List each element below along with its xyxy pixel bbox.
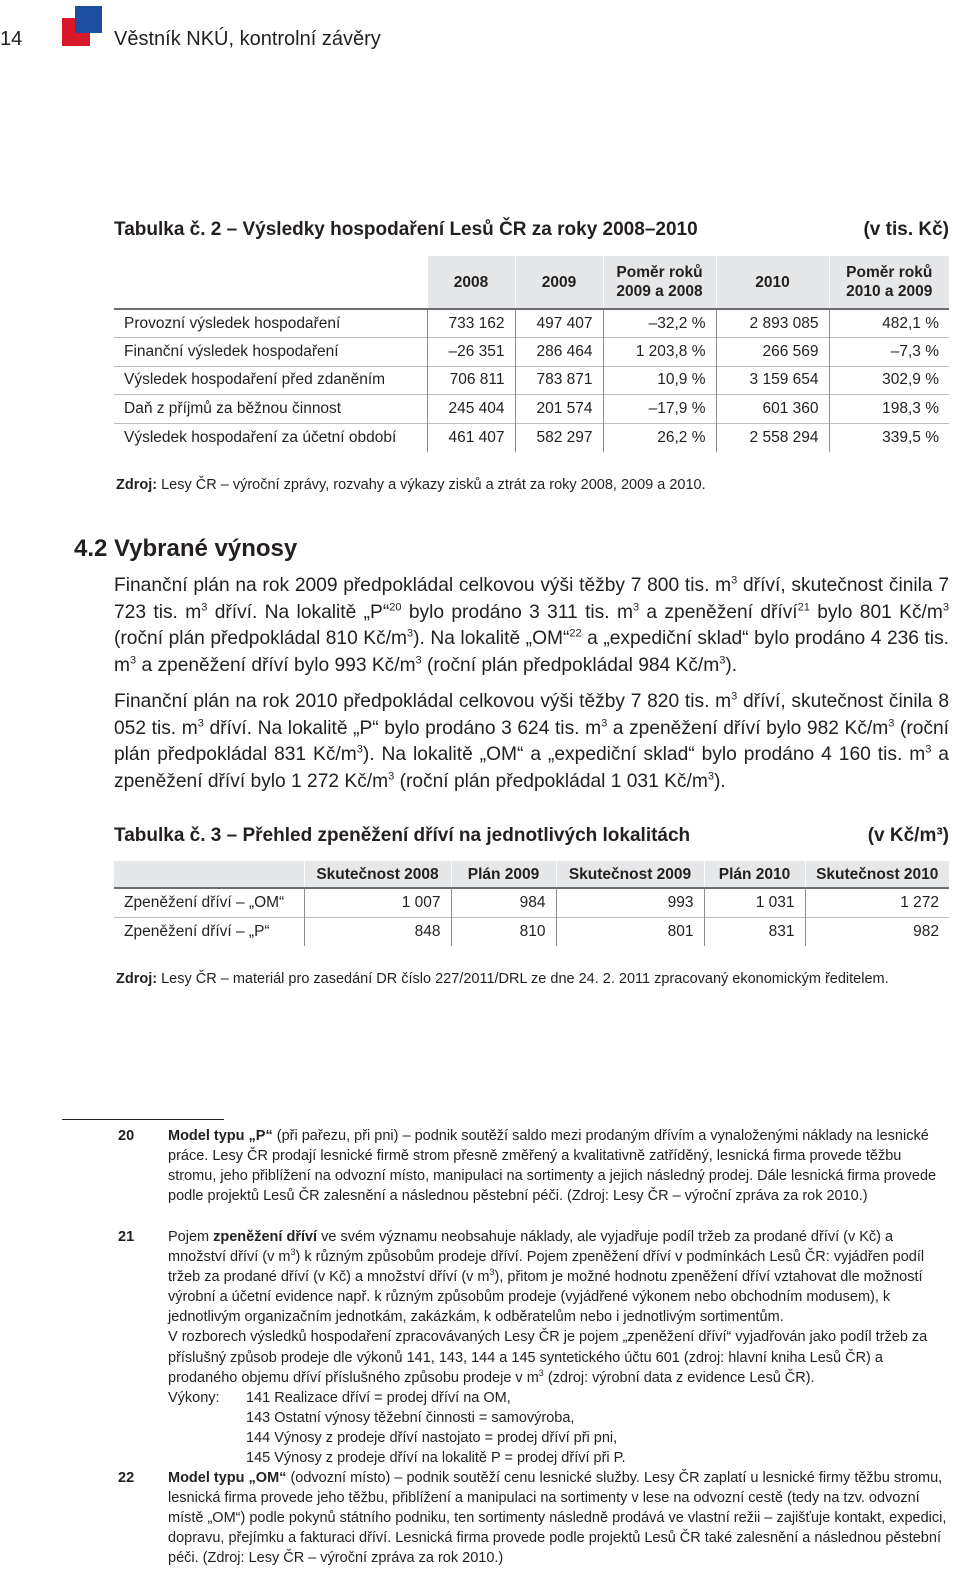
table-cell: 10,9 % [603, 366, 716, 395]
table-cell: 482,1 % [829, 309, 949, 338]
table2-header: 2010 [716, 256, 829, 309]
table-cell: 2 893 085 [716, 309, 829, 338]
table-cell: 286 464 [515, 338, 603, 367]
row-label: Finanční výsledek hospodaření [114, 338, 427, 367]
table-cell: 2 558 294 [716, 423, 829, 452]
footnote-20: 20 Model typu „P“ (při pařezu, při pni) – podnik soutěží saldo mezi prodaným dřívím a vynaloženými náklady na lesnické práce. Lesy ČR prodají lesnické firmě strom přesně změřený a kvalitativně zatříděný, lesnická firma provede těžbu stromu, jeho přiblížení na odvozní místo, manipulaci na sortimenty a jejich následný prodej. Dále lesnická firma provede podle projektů Lesů ČR zalesnění a následnou pěstební péči. (Zdroj: Lesy ČR – výroční zpráva za rok 2010.) [118, 1128, 937, 1205]
table-cell: 497 407 [515, 309, 603, 338]
table-cell: 339,5 % [829, 423, 949, 452]
table2-header: 2008 [427, 256, 515, 309]
table-cell: –26 351 [427, 338, 515, 367]
table2-source: Zdroj: Lesy ČR – výroční zprávy, rozvahy a výkazy zisků a ztrát za roky 2008, 2009 a 2010. [116, 477, 706, 493]
table-cell: 1 272 [805, 888, 949, 917]
table-cell: 266 569 [716, 338, 829, 367]
table3-header: Skutečnost 2010 [805, 861, 949, 888]
paragraph-2009: Finanční plán na rok 2009 předpokládal celkovou výši těžby 7 800 tis. $m^3$ dříví, skutečnost činila 7 723 tis. $m^3$ dříví. Na lokalitě „P“$^{20}$ bylo prodáno 3 311 tis. $m^3$ a zpeněžení dříví$^{21}$ bylo 801 $Kč/m^3$ (roční plán předpokládal 810 $Kč/m^3$). Na lokalitě „OM“$^{22}$ a „expediční sklad“ bylo prodáno 4 236 tis. $m^3$ a zpeněžení dříví bylo 993 $Kč/m^3$ (roční plán předpokládal 984 $Kč/m^3$). [114, 574, 949, 676]
paragraph-2010: Finanční plán na rok 2010 předpokládal celkovou výši těžby 7 820 tis. $m^3$ dříví, skutečnost činila 8 052 tis. $m^3$ dříví. Na lokalitě „P“ bylo prodáno 3 624 tis. $m^3$ a zpeněžení dříví bylo 982 $Kč/m^3$ (roční plán předpokládal 831 $Kč/m^3$). Na lokalitě „OM“ a „expediční sklad“ bylo prodáno 4 160 tis. $m^3$ a zpeněžení dříví bylo 1 272 $Kč/m^3$ (roční plán předpokládal 1 031 $Kč/m^3$). [114, 690, 950, 792]
table-row [114, 423, 949, 452]
table-cell: 706 811 [427, 366, 515, 395]
table-cell: 993 [556, 888, 704, 917]
table-row [114, 366, 949, 395]
footnote-22: 22 Model typu „OM“ (odvozní místo) – podnik soutěží cenu lesnické služby. Lesy ČR zaplatí u lesnické firmy těžbu stromu, lesnická firma provede jeho těžbu, přiblížení a manipulaci na sortimenty v lese na odvozní cestě (tedy na tzv. odvozní místě „OM“) podle pokynů státního podniku, ten sortimenty následně prodává ve vlastní režii – zajišťuje kontakt, expedici, dopravu, přejímku a fakturaci dříví. Lesnická firma provede podle projektů Lesů ČR také zalesnění a následnou pěstební péči. (Zdroj: Lesy ČR – výroční zpráva za rok 2010.) [118, 1470, 947, 1567]
table-cell: –32,2 % [603, 309, 716, 338]
table-cell: 201 574 [515, 395, 603, 424]
row-label: Zpeněžení dříví – „OM“ [114, 888, 304, 917]
table-cell: 198,3 % [829, 395, 949, 424]
table-cell: 1 031 [704, 888, 805, 917]
table3-header: Plán 2010 [704, 861, 805, 888]
row-label: Výsledek hospodaření za účetní období [114, 423, 427, 452]
table2-header: Poměr roků 2009 a 2008 [603, 256, 716, 309]
section-heading: 4.2 Vybrané výnosy [74, 535, 298, 562]
table2-title: Tabulka č. 2 – Výsledky hospodaření Lesů ČR za roky 2008–2010 [114, 219, 698, 240]
table-cell: 831 [704, 917, 805, 946]
table-cell: 783 871 [515, 366, 603, 395]
nku-logo [62, 6, 102, 46]
table-cell: 982 [805, 917, 949, 946]
table2-header: Poměr roků 2010 a 2009 [829, 256, 949, 309]
table-row [114, 917, 949, 946]
table3-title-row [114, 825, 949, 847]
table-cell: 848 [304, 917, 451, 946]
row-label: Provozní výsledek hospodaření [114, 309, 427, 338]
table-cell: 302,9 % [829, 366, 949, 395]
table3-header: Skutečnost 2009 [556, 861, 704, 888]
running-head: Věstník NKÚ, kontrolní závěry [114, 28, 381, 50]
footnote-21: 21 Pojem zpeněžení dříví ve svém významu neobsahuje náklady, ale vyjadřuje podíl tržeb za prodané dříví (v Kč) a množství dříví (v $m^3$) k různým způsobům prodeje dříví. Pojem zpeněžení dříví v podmínkách Lesů ČR: vyjádřen podíl tržeb za prodané dříví (v Kč) a množství dříví (v $m^3$), přitom je možné hodnotu zpeněžení dříví vztahovat dle možností výrobní a účetní evidence např. k různým způsobům prodeje (vyjádřené výkonem nebo obchodním modusem), k jednotlivým organizačním jednotkám, zakázkám, k odběratelům nebo i jednotlivým sortimentům. V rozborech výsledků hospodaření zpracovávaných Lesy ČR je pojem „zpeněžení dříví“ vyjadřován jako podíl tržeb za příslušný způsob prodeje dle výkonů 141, 143, 144 a 145 syntetického účtu 601 (zdroj: hlavní kniha Lesů ČR) a prodaného objemu dříví příslušného způsobu prodeje v $m^3$ (zdroj: výrobní data z evidence Lesů ČR). Výkony: 141 Realizace dříví = prodej dříví na OM, 143 Ostatní výnosy těžební činnosti = samovýroba, 144 Výnosy z prodeje dříví nastojato = prodej dříví při pni, 145 Výnosy z prodeje dříví na lokalitě P = prodej dříví při P. [118, 1229, 928, 1467]
table-cell: 26,2 % [603, 423, 716, 452]
table-cell: 245 404 [427, 395, 515, 424]
table-cell: 733 162 [427, 309, 515, 338]
table-cell: 810 [451, 917, 556, 946]
table-cell: 461 407 [427, 423, 515, 452]
table2 [114, 256, 949, 452]
table-cell: 984 [451, 888, 556, 917]
table2-unit: (v tis. Kč) [863, 219, 949, 240]
table2-title-row [114, 219, 949, 241]
table3-title: Tabulka č. 3 – Přehled zpeněžení dříví na jednotlivých lokalitách [114, 825, 691, 846]
footnote-rule [62, 1119, 224, 1120]
table-cell: 1 203,8 % [603, 338, 716, 367]
table3-unit: (v Kč/m³) [867, 825, 949, 846]
table-row [114, 309, 949, 338]
table-cell: 1 007 [304, 888, 451, 917]
table-cell: –7,3 % [829, 338, 949, 367]
row-label: Zpeněžení dříví – „P“ [114, 917, 304, 946]
table-cell: –17,9 % [603, 395, 716, 424]
table3-source: Zdroj: Lesy ČR – materiál pro zasedání DR číslo 227/2011/DRL ze dne 24. 2. 2011 zpracovaný ekonomickým ředitelem. [116, 971, 889, 987]
table3-header: Plán 2009 [451, 861, 556, 888]
table-cell: 3 159 654 [716, 366, 829, 395]
table-cell: 601 360 [716, 395, 829, 424]
table-row [114, 888, 949, 917]
table-cell: 582 297 [515, 423, 603, 452]
table3-header: Skutečnost 2008 [304, 861, 451, 888]
table3 [114, 861, 949, 946]
page-number: 14 [0, 28, 23, 50]
row-label: Výsledek hospodaření před zdaněním [114, 366, 427, 395]
table2-header: 2009 [515, 256, 603, 309]
table-row [114, 395, 949, 424]
table-row [114, 338, 949, 367]
row-label: Daň z příjmů za běžnou činnost [114, 395, 427, 424]
table-cell: 801 [556, 917, 704, 946]
